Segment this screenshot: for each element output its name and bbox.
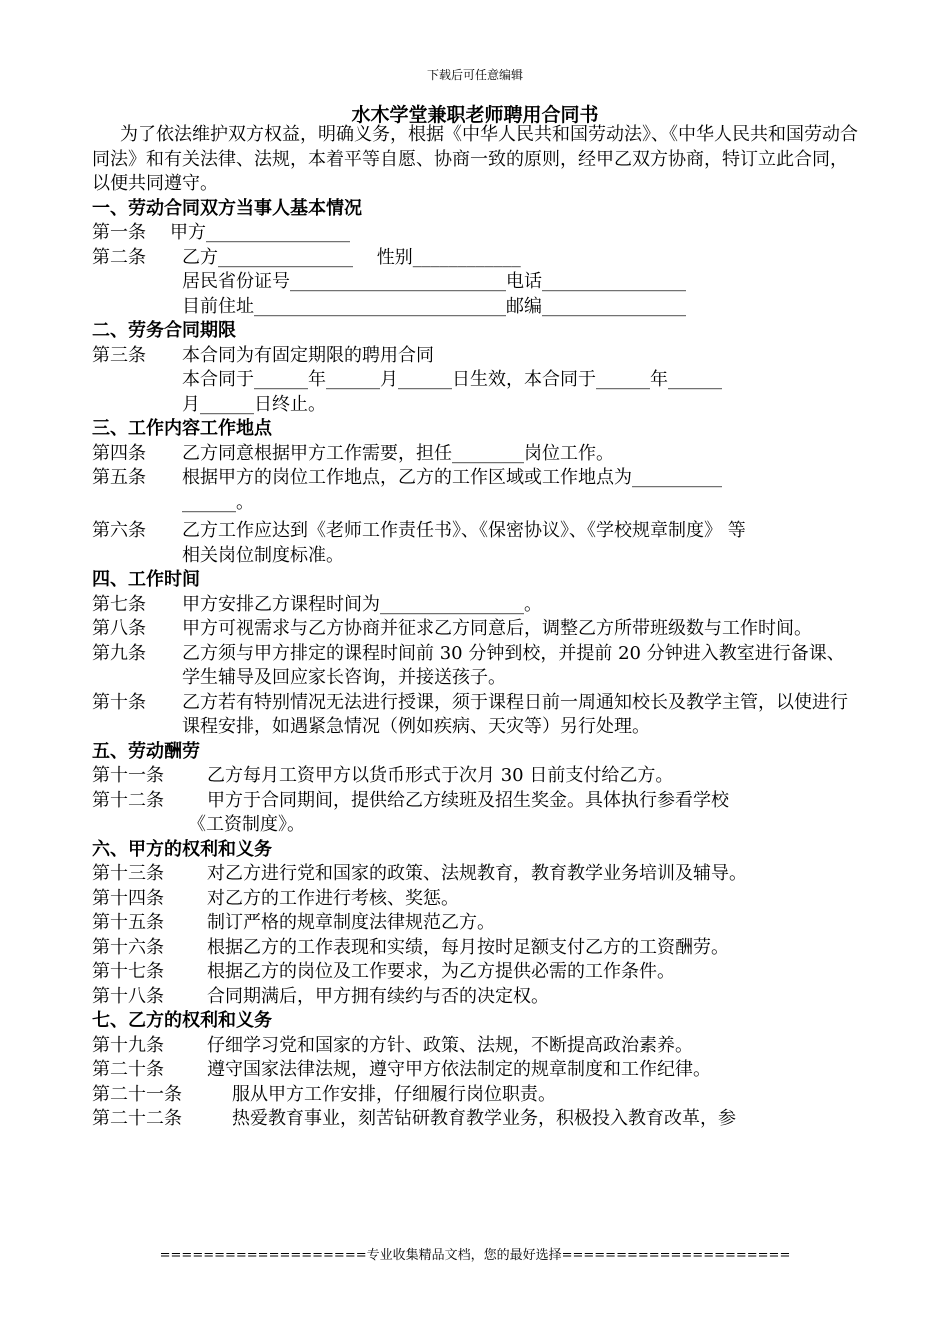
article-text: 热爱教育事业，刻苦钻研教育教学业务，积极投入教育改革，参 <box>232 1108 736 1129</box>
article-6-line-2: 相关岗位制度标准。 <box>182 544 344 566</box>
article-9 <box>92 642 862 691</box>
article-label: 第三条 <box>92 344 146 366</box>
article-label: 第九条 <box>92 642 146 664</box>
article-label: 第十一条 <box>92 765 164 786</box>
section-heading-3: 三、工作内容工作地点 <box>92 418 272 439</box>
article-text: 服从甲方工作安排，仔细履行岗位职责。 <box>232 1083 556 1105</box>
article-text: 乙方须与甲方排定的课程时间前 30 分钟到校，并提前 20 分钟进入教室进行备课、学生辅导及回应家长咨询，并接送孩子。 <box>182 642 845 688</box>
article-label: 第十二条 <box>92 789 164 811</box>
article-6 <box>92 519 862 544</box>
article-12 <box>92 789 862 814</box>
article-22 <box>92 1107 862 1132</box>
article-5 <box>92 466 862 491</box>
article-14 <box>92 887 862 912</box>
article-label: 第五条 <box>92 467 146 488</box>
article-label: 第十四条 <box>92 887 164 909</box>
article-label: 第一条 <box>92 222 146 243</box>
page-header: 下载后可任意编辑 <box>426 68 523 82</box>
article-text: 遵守国家法律法规，遵守甲方依法制定的规章制度和工作纪律。 <box>207 1059 711 1080</box>
article-5-line-2: ______。 <box>182 491 254 513</box>
article-text: 根据乙方的工作表现和实绩，每月按时足额支付乙方的工资酬劳。 <box>207 936 729 958</box>
article-label: 第十五条 <box>92 912 164 933</box>
article-label: 第二条 <box>92 246 146 268</box>
section-heading-4: 四、工作时间 <box>92 569 200 590</box>
article-text: 仔细学习党和国家的方针、政策、法规，不断提高政治素养。 <box>207 1034 693 1056</box>
section-heading-6: 六、甲方的权利和义务 <box>92 838 272 860</box>
page-footer: ===================专业收集精品文档，您的最好选择===================== <box>159 1248 791 1263</box>
article-7 <box>92 593 862 618</box>
article-3-line-2: 本合同于______年______月______日生效，本合同于______年______ <box>182 369 722 390</box>
article-18 <box>92 985 862 1010</box>
article-2 <box>92 246 862 271</box>
article-20 <box>92 1058 862 1083</box>
article-13 <box>92 862 862 887</box>
section-heading-5: 五、劳动酬劳 <box>92 740 200 762</box>
section-heading-7: 七、乙方的权利和义务 <box>92 1010 272 1031</box>
article-text: 本合同为有固定期限的聘用合同 <box>182 344 434 366</box>
article-text: 乙方每月工资甲方以货币形式于次月 30 日前支付给乙方。 <box>207 765 674 786</box>
article-label: 第二十条 <box>92 1059 164 1080</box>
article-3-line-3: 月______日终止。 <box>182 393 326 415</box>
article-label: 第二十二条 <box>92 1108 182 1129</box>
article-12-line-2: 《工资制度》。 <box>188 814 305 835</box>
article-16 <box>92 936 862 961</box>
article-label: 第十九条 <box>92 1034 164 1056</box>
article-label: 第二十一条 <box>92 1083 182 1105</box>
article-11 <box>92 764 862 789</box>
article-label: 第十条 <box>92 691 146 713</box>
article-2-line-2: 居民省份证号________________________电话________________ <box>182 271 686 292</box>
article-text: 乙方工作应达到《老师工作责任书》、《保密协议》、《学校规章制度》 等 <box>182 520 746 541</box>
article-label: 第八条 <box>92 618 146 639</box>
article-text: 根据乙方的岗位及工作要求，为乙方提供必需的工作条件。 <box>207 961 675 982</box>
article-10 <box>92 691 862 740</box>
contract-body <box>92 123 862 1132</box>
article-label: 第十六条 <box>92 936 164 958</box>
section-heading-2: 二、劳务合同期限 <box>92 320 236 341</box>
article-19 <box>92 1034 862 1059</box>
article-21 <box>92 1083 862 1108</box>
article-text: 对乙方进行党和国家的政策、法规教育，教育教学业务培训及辅导。 <box>207 863 747 884</box>
article-text: 乙方若有特别情况无法进行授课，须于课程日前一周通知校长及教学主管，以使进行课程安排，如遇紧急情况（例如疾病、天灾等）另行处理。 <box>182 691 848 737</box>
article-label: 第七条 <box>92 593 146 615</box>
article-text: 甲方安排乙方课程时间为________________。 <box>182 593 542 615</box>
article-text: 根据甲方的岗位工作地点，乙方的工作区域或工作地点为__________ <box>182 467 722 488</box>
article-text: 乙方_______________ 性别____________ <box>182 246 521 268</box>
article-text: 甲方可视需求与乙方协商并征求乙方同意后，调整乙方所带班级数与工作时间。 <box>182 618 812 639</box>
article-label: 第四条 <box>92 442 146 464</box>
article-text: 合同期满后，甲方拥有续约与否的决定权。 <box>207 985 549 1007</box>
article-text: 甲方________________ <box>170 222 350 243</box>
article-text: 制订严格的规章制度法律规范乙方。 <box>207 912 495 933</box>
article-15 <box>92 911 862 936</box>
article-text: 乙方同意根据甲方工作需要，担任________岗位工作。 <box>182 442 614 464</box>
article-label: 第六条 <box>92 520 146 541</box>
article-text: 甲方于合同期间，提供给乙方续班及招生奖金。具体执行参看学校 <box>207 789 729 811</box>
article-label: 第十七条 <box>92 961 164 982</box>
article-text: 对乙方的工作进行考核、奖惩。 <box>207 887 459 909</box>
article-17 <box>92 960 862 985</box>
article-label: 第十三条 <box>92 863 164 884</box>
article-label: 第十八条 <box>92 985 164 1007</box>
article-1 <box>92 221 862 246</box>
article-2-line-3: 目前住址____________________________邮编________________ <box>182 295 686 317</box>
intro-paragraph: 为了依法维护双方权益，明确义务，根据《中华人民共和国劳动法》、《中华人民共和国劳动合同法》和有关法律、法规，本着平等自愿、协商一致的原则，经甲乙双方协商，特订立此合同，以便共同遵守。 <box>92 124 858 194</box>
article-3 <box>92 344 862 369</box>
article-4 <box>92 442 862 467</box>
document-title: 水木学堂兼职老师聘用合同书 <box>351 104 599 126</box>
section-heading-1: 一、劳动合同双方当事人基本情况 <box>92 197 362 219</box>
article-8 <box>92 617 862 642</box>
